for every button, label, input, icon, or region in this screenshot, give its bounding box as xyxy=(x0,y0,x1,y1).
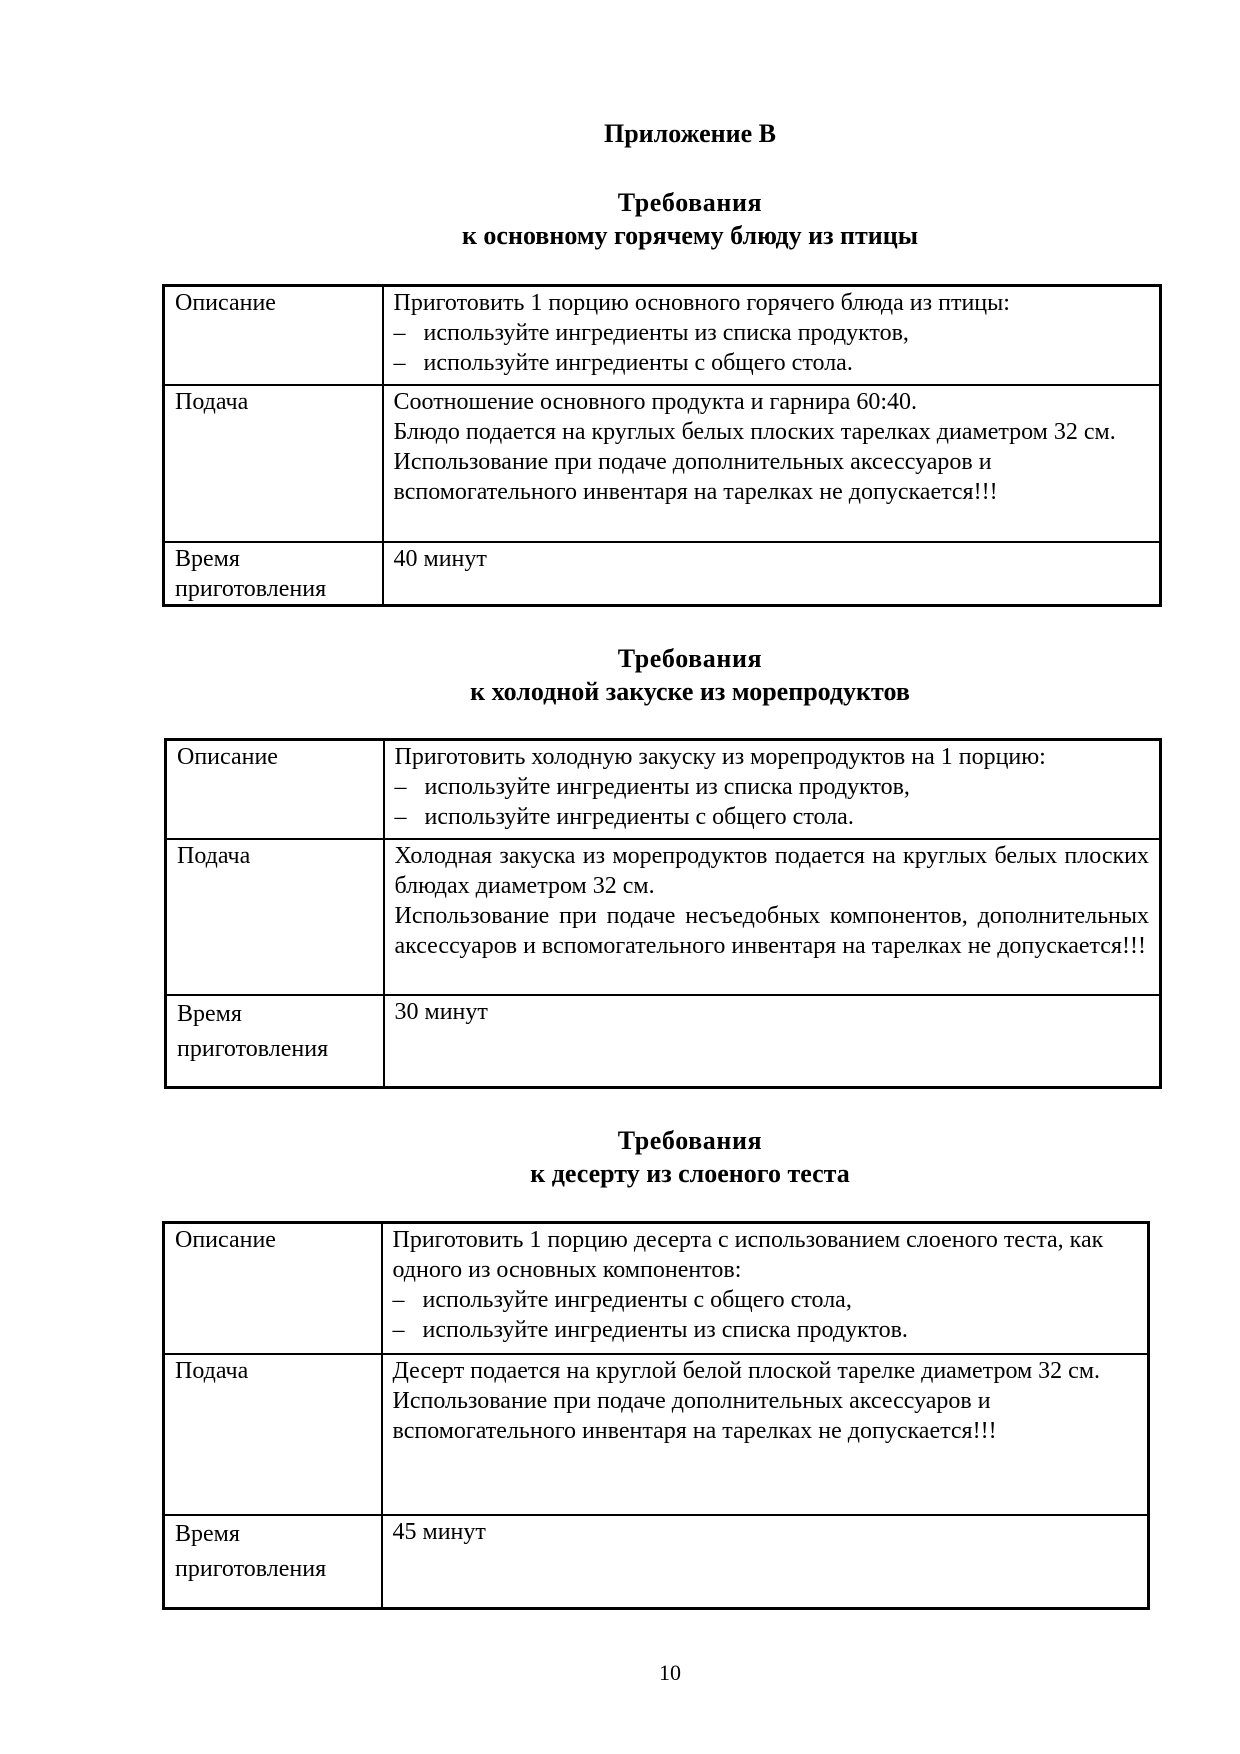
table-row-description xyxy=(164,1223,1149,1354)
table-row-serving xyxy=(166,839,1161,995)
row-label: Подача xyxy=(164,385,383,542)
description-intro: Приготовить 1 порцию десерта с использованием слоеного теста, как одного из основных компонентов: xyxy=(392,1227,1104,1283)
requirements-table-dessert xyxy=(162,1221,1150,1610)
table-row-description xyxy=(166,740,1161,839)
table-row-serving xyxy=(164,385,1161,542)
description-intro: Приготовить 1 порцию основного горячего блюда из птицы: xyxy=(393,290,1010,316)
row-content xyxy=(382,1354,1149,1515)
row-content xyxy=(383,385,1161,542)
row-label: Подача xyxy=(164,1354,382,1515)
requirements-table-seafood xyxy=(164,738,1162,1089)
list-item: – используйте ингредиенты с общего стола. xyxy=(393,350,853,376)
section-title-line2: к основному горячему блюду из птицы xyxy=(461,221,919,250)
section-title-line2: к холодной закуске из морепродуктов xyxy=(470,677,910,706)
section-title-line1: Требования xyxy=(617,644,763,673)
list-item: – используйте ингредиенты из списка продуктов, xyxy=(393,320,909,346)
page-number: 10 xyxy=(659,1660,681,1685)
row-label: Время приготовления xyxy=(164,1515,382,1609)
serving-paragraph: Соотношение основного продукта и гарнира 60:40. xyxy=(393,388,917,415)
section-title-dessert xyxy=(0,1124,1240,1190)
serving-paragraph: Использование при подаче дополнительных аксессуаров и вспомогательного инвентаря на тарелках не допускается!!! xyxy=(392,1387,997,1444)
time-value: 30 минут xyxy=(384,995,1161,1088)
row-label: Описание xyxy=(164,286,383,385)
serving-paragraph: Десерт подается на круглой белой плоской тарелке диаметром 32 см. xyxy=(392,1357,1101,1384)
table-row-time xyxy=(164,1515,1149,1609)
appendix-title: Приложение В xyxy=(604,119,776,148)
serving-paragraph: Использование при подаче дополнительных аксессуаров и вспомогательного инвентаря на тарелках не допускается!!! xyxy=(393,448,998,505)
row-content xyxy=(384,740,1161,839)
row-label: Подача xyxy=(166,839,384,995)
serving-paragraph: Блюдо подается на круглых белых плоских тарелках диаметром 32 см. xyxy=(393,418,1116,445)
table-row-time xyxy=(164,542,1161,606)
time-value: 45 минут xyxy=(382,1515,1149,1609)
row-label: Описание xyxy=(164,1223,382,1354)
serving-paragraph: Холодная закуска из морепродуктов подается на круглых белых плоских блюдах диаметром 32 см. xyxy=(394,842,1149,899)
section-title-line1: Требования xyxy=(617,1126,763,1155)
row-content xyxy=(383,286,1161,385)
time-value: 40 минут xyxy=(383,542,1161,606)
list-item: – используйте ингредиенты из списка продуктов, xyxy=(394,774,910,800)
table-row-serving xyxy=(164,1354,1149,1515)
table-row-time xyxy=(166,995,1161,1088)
section-title-seafood xyxy=(0,642,1240,708)
row-content xyxy=(384,839,1161,995)
serving-paragraph: Использование при подаче несъедобных компонентов, дополнительных аксессуаров и вспомогательного инвентаря на тарелках не допускается!!! xyxy=(394,902,1149,959)
list-item: – используйте ингредиенты с общего стола. xyxy=(394,804,854,830)
row-content xyxy=(382,1223,1149,1354)
section-title-line2: к десерту из слоеного теста xyxy=(530,1159,850,1188)
list-item: – используйте ингредиенты с общего стола, xyxy=(392,1287,852,1313)
table-row-description xyxy=(164,286,1161,385)
row-label: Описание xyxy=(166,740,384,839)
row-label: Время приготовления xyxy=(164,542,383,606)
section-title-line1: Требования xyxy=(617,188,763,217)
requirements-table-poultry xyxy=(162,284,1162,607)
section-title-poultry xyxy=(0,186,1240,252)
description-intro: Приготовить холодную закуску из морепродуктов на 1 порцию: xyxy=(394,744,1046,770)
list-item: – используйте ингредиенты из списка продуктов. xyxy=(392,1317,908,1343)
row-label: Время приготовления xyxy=(166,995,384,1088)
